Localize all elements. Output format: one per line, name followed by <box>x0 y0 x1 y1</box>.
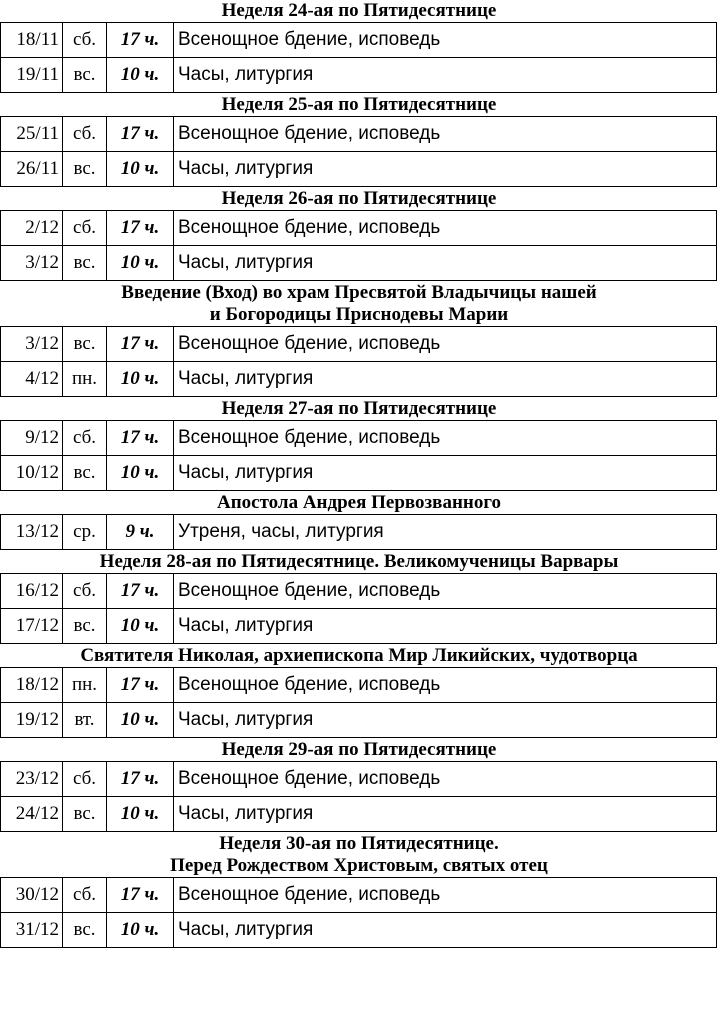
weekday-cell: сб. <box>63 23 107 58</box>
time-cell: 10 ч. <box>107 703 174 738</box>
table-row <box>1 762 717 797</box>
date-cell: 19/11 <box>1 58 63 93</box>
service-cell: Часы, литургия <box>174 456 717 491</box>
section-title-line: Неделя 24-ая по Пятидесятнице <box>221 0 497 21</box>
time-cell: 10 ч. <box>107 456 174 491</box>
date-cell: 16/12 <box>1 574 63 609</box>
date-cell: 30/12 <box>1 878 63 913</box>
time-cell: 17 ч. <box>107 23 174 58</box>
time-cell: 17 ч. <box>107 668 174 703</box>
table-row <box>1 515 717 550</box>
weekday-cell: сб. <box>63 211 107 246</box>
service-cell: Всенощное бдение, исповедь <box>174 762 717 797</box>
service-cell: Всенощное бдение, исповедь <box>174 117 717 152</box>
service-table <box>0 326 717 397</box>
table-row <box>1 668 717 703</box>
table-row <box>1 913 717 948</box>
section-title <box>0 492 718 514</box>
time-cell: 17 ч. <box>107 762 174 797</box>
time-cell: 10 ч. <box>107 152 174 187</box>
service-table <box>0 573 717 644</box>
table-row <box>1 362 717 397</box>
weekday-cell: сб. <box>63 117 107 152</box>
service-table <box>0 877 717 948</box>
table-row <box>1 797 717 832</box>
weekday-cell: вс. <box>63 797 107 832</box>
table-row <box>1 703 717 738</box>
table-row <box>1 327 717 362</box>
section-title <box>0 282 718 326</box>
date-cell: 2/12 <box>1 211 63 246</box>
weekday-cell: вс. <box>63 152 107 187</box>
time-cell: 10 ч. <box>107 609 174 644</box>
date-cell: 18/11 <box>1 23 63 58</box>
date-cell: 3/12 <box>1 246 63 281</box>
section-title-line: Перед Рождеством Христовым, святых отец <box>170 855 548 876</box>
service-table <box>0 514 717 550</box>
table-row <box>1 23 717 58</box>
service-cell: Всенощное бдение, исповедь <box>174 421 717 456</box>
service-table <box>0 761 717 832</box>
table-row <box>1 117 717 152</box>
section-title-line: Апостола Андрея Первозванного <box>216 492 501 513</box>
service-table <box>0 116 717 187</box>
time-cell: 17 ч. <box>107 878 174 913</box>
time-cell: 10 ч. <box>107 797 174 832</box>
section-title <box>0 94 718 116</box>
weekday-cell: вс. <box>63 246 107 281</box>
section-title <box>0 833 718 877</box>
date-cell: 17/12 <box>1 609 63 644</box>
service-cell: Часы, литургия <box>174 913 717 948</box>
service-cell: Часы, литургия <box>174 246 717 281</box>
table-row <box>1 421 717 456</box>
service-cell: Часы, литургия <box>174 58 717 93</box>
weekday-cell: сб. <box>63 421 107 456</box>
service-table <box>0 420 717 491</box>
date-cell: 4/12 <box>1 362 63 397</box>
date-cell: 31/12 <box>1 913 63 948</box>
section-title <box>0 0 718 22</box>
time-cell: 17 ч. <box>107 574 174 609</box>
table-row <box>1 456 717 491</box>
service-cell: Утреня, часы, литургия <box>174 515 717 550</box>
time-cell: 10 ч. <box>107 913 174 948</box>
time-cell: 9 ч. <box>107 515 174 550</box>
time-cell: 10 ч. <box>107 246 174 281</box>
weekday-cell: вс. <box>63 609 107 644</box>
date-cell: 18/12 <box>1 668 63 703</box>
weekday-cell: вт. <box>63 703 107 738</box>
weekday-cell: вс. <box>63 913 107 948</box>
service-cell: Всенощное бдение, исповедь <box>174 574 717 609</box>
weekday-cell: ср. <box>63 515 107 550</box>
service-cell: Часы, литургия <box>174 362 717 397</box>
table-row <box>1 152 717 187</box>
section-title <box>0 398 718 420</box>
service-cell: Всенощное бдение, исповедь <box>174 327 717 362</box>
section-title-line: Святителя Николая, архиепископа Мир Ликийских, чудотворца <box>80 645 638 666</box>
date-cell: 9/12 <box>1 421 63 456</box>
service-table <box>0 667 717 738</box>
service-table <box>0 22 717 93</box>
service-table <box>0 210 717 281</box>
date-cell: 10/12 <box>1 456 63 491</box>
date-cell: 24/12 <box>1 797 63 832</box>
date-cell: 26/11 <box>1 152 63 187</box>
service-cell: Всенощное бдение, исповедь <box>174 668 717 703</box>
section-title-line: Неделя 28-ая по Пятидесятнице. Великомученицы Варвары <box>99 551 619 572</box>
section-title-line: Неделя 30-ая по Пятидесятнице. <box>219 833 499 854</box>
date-cell: 3/12 <box>1 327 63 362</box>
service-cell: Всенощное бдение, исповедь <box>174 23 717 58</box>
time-cell: 17 ч. <box>107 211 174 246</box>
date-cell: 13/12 <box>1 515 63 550</box>
table-row <box>1 58 717 93</box>
weekday-cell: вс. <box>63 58 107 93</box>
service-cell: Всенощное бдение, исповедь <box>174 211 717 246</box>
table-row <box>1 609 717 644</box>
weekday-cell: пн. <box>63 362 107 397</box>
weekday-cell: сб. <box>63 574 107 609</box>
section-title-line: Введение (Вход) во храм Пресвятой Владычицы нашей <box>121 282 597 303</box>
section-title-line: Неделя 26-ая по Пятидесятнице <box>221 188 497 209</box>
weekday-cell: сб. <box>63 762 107 797</box>
table-row <box>1 878 717 913</box>
service-cell: Часы, литургия <box>174 609 717 644</box>
table-row <box>1 574 717 609</box>
section-title <box>0 551 718 573</box>
weekday-cell: вс. <box>63 327 107 362</box>
service-cell: Всенощное бдение, исповедь <box>174 878 717 913</box>
time-cell: 17 ч. <box>107 117 174 152</box>
weekday-cell: сб. <box>63 878 107 913</box>
weekday-cell: вс. <box>63 456 107 491</box>
section-title-line: Неделя 25-ая по Пятидесятнице <box>221 94 497 115</box>
section-title-line: Неделя 27-ая по Пятидесятнице <box>221 398 497 419</box>
time-cell: 17 ч. <box>107 327 174 362</box>
date-cell: 25/11 <box>1 117 63 152</box>
date-cell: 23/12 <box>1 762 63 797</box>
table-row <box>1 246 717 281</box>
weekday-cell: пн. <box>63 668 107 703</box>
service-cell: Часы, литургия <box>174 152 717 187</box>
date-cell: 19/12 <box>1 703 63 738</box>
service-cell: Часы, литургия <box>174 797 717 832</box>
section-title <box>0 645 718 667</box>
time-cell: 17 ч. <box>107 421 174 456</box>
section-title-line: и Богородицы Приснодевы Марии <box>209 304 509 325</box>
section-title-line: Неделя 29-ая по Пятидесятнице <box>221 739 497 760</box>
table-row <box>1 211 717 246</box>
time-cell: 10 ч. <box>107 58 174 93</box>
section-title <box>0 188 718 210</box>
section-title <box>0 739 718 761</box>
service-cell: Часы, литургия <box>174 703 717 738</box>
time-cell: 10 ч. <box>107 362 174 397</box>
